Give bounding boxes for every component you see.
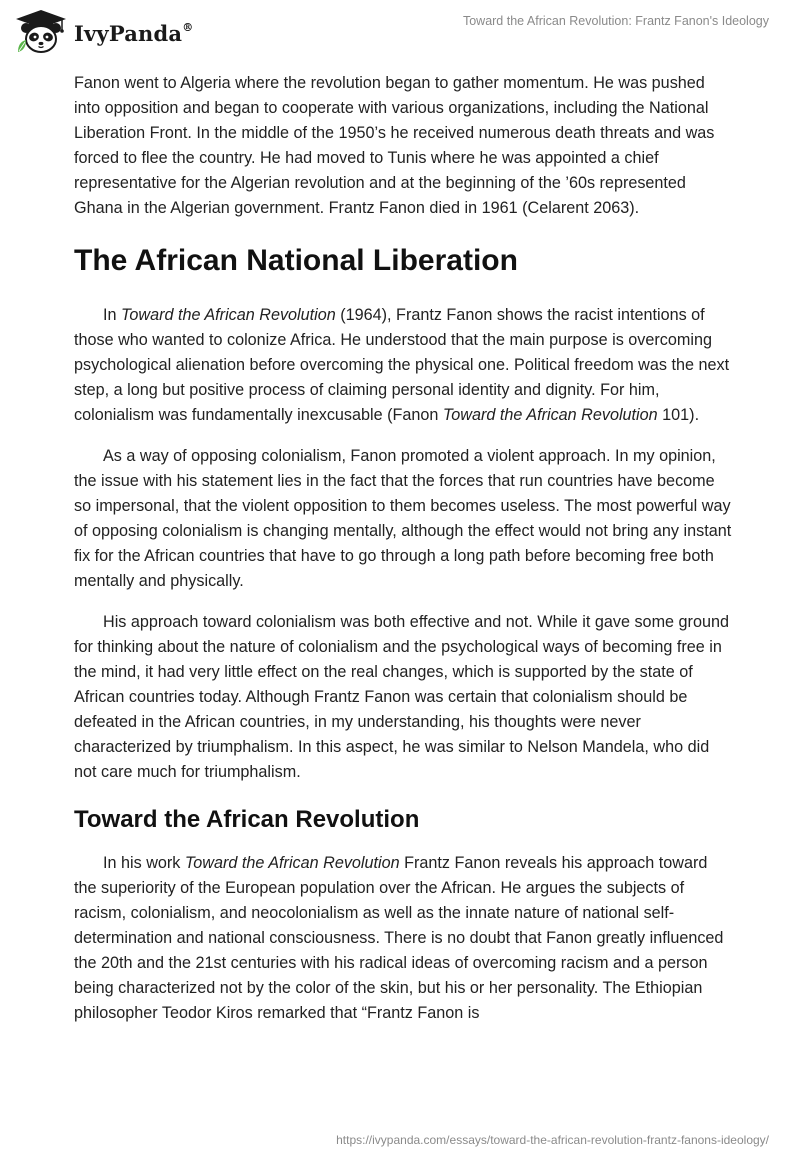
registered-mark: ® — [182, 20, 194, 34]
book-title: Toward the African Revolution — [121, 306, 336, 324]
book-title: Toward the African Revolution — [184, 854, 400, 872]
text-run: In — [103, 306, 121, 324]
national-liberation-paragraph-3: His approach toward colonialism was both effective and not. While it gave some ground for thinking about the nature of colonialism and the psychological ways of becoming free in the mind, it had very little effect on the real changes, which is supported by the state of African countries today. Although Frantz Fanon was certain that colonialism should be defeated in the African countries, in my understanding, his thoughts were never characterized by triumphalism. In this aspect, he was similar to Nelson Mandela, who did not care much for triumphalism. — [74, 613, 729, 781]
book-title: Toward the African Revolution — [442, 406, 658, 424]
national-liberation-paragraph-1 — [74, 303, 734, 428]
text-run: Frantz Fanon reveals his approach toward the superiority of the European population over the African. He argues the subjects of racism, colonialism, and neocolonialism as well as the innate nature of national self-determination and national consciousness. There is no doubt that Fanon greatly influenced the 20th and the 21st centuries with his radical ideas of overcoming racism and a person being characterized not by the color of the skin, but his or her personality. The Ethiopian philosopher Teodor Kiros remarked that “Frantz Fanon is — [74, 854, 724, 1022]
national-liberation-paragraph-2: As a way of opposing colonialism, Fanon promoted a violent approach. In my opinion, the issue with his statement lies in the fact that the forces that run countries have become so impersonal, that the violent opposition to them becomes useless. The most powerful way of opposing colonialism is changing mentally, although the effect would not bring any instant fix for the African countries that have to go through a long path before becoming free both mentally and physically. — [74, 447, 732, 590]
ivypanda-logo[interactable] — [12, 8, 193, 56]
section-heading-national-liberation: The African National Liberation — [74, 244, 518, 277]
page-header — [0, 0, 800, 64]
essay-content — [74, 71, 734, 1026]
text-run: In his work — [103, 854, 185, 872]
panda-graduate-icon — [12, 8, 70, 56]
section-heading-african-revolution: Toward the African Revolution — [74, 806, 420, 833]
text-run: (1964), Frantz Fanon shows the racist intentions of those who wanted to colonize Africa. He understood that the main purpose is overcoming psychological alienation before overcoming the physical one. Political freedom was the next step, a long but positive process of claiming personal identity and dignity. For him, colonialism was fundamentally inexcusable (Fanon — [74, 306, 730, 424]
logo-brand-name: IvyPanda — [74, 20, 183, 46]
logo-wordmark — [74, 21, 193, 46]
text-run: 101). — [657, 406, 700, 424]
source-url[interactable]: https://ivypanda.com/essays/toward-the-african-revolution-frantz-fanons-ideology/ — [336, 1133, 769, 1147]
intro-paragraph: Fanon went to Algeria where the revolution began to gather momentum. He was pushed into opposition and began to cooperate with various organizations, including the National Liberation Front. In the middle of the 1950’s he received numerous death threats and was forced to flee the country. He had moved to Tunis where he was appointed a chief representative for the Algerian revolution and at the beginning of the ’60s represented Ghana in the Algerian government. Frantz Fanon died in 1961 (Celarent 2063). — [74, 74, 715, 217]
african-revolution-paragraph-1 — [74, 851, 734, 1026]
document-title: Toward the African Revolution: Frantz Fanon's Ideology — [462, 14, 769, 28]
